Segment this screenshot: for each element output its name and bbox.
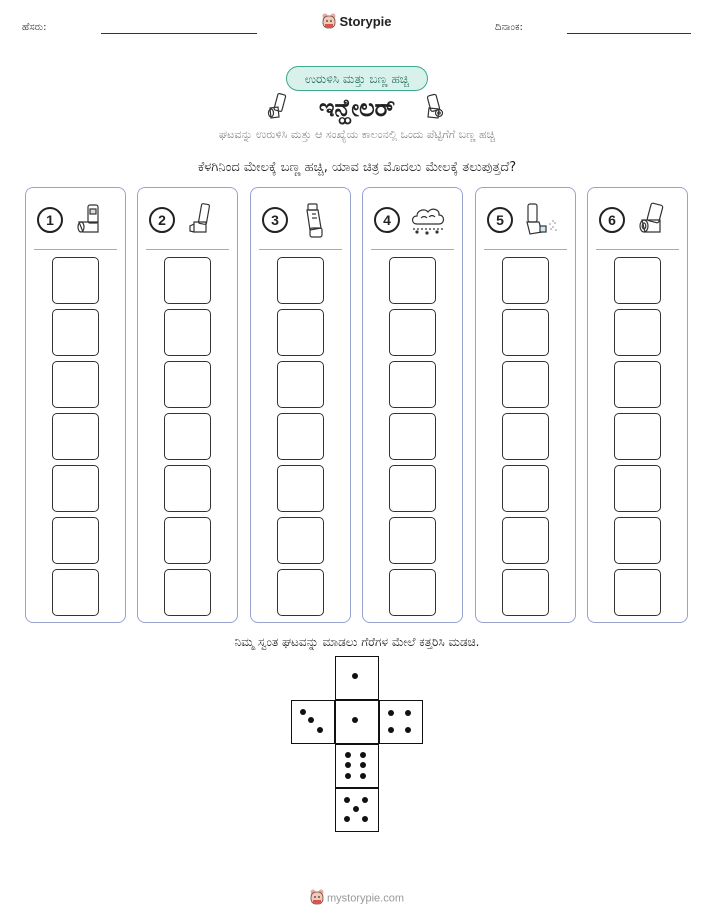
column-divider [484,249,567,250]
inhaler-icon [74,202,104,240]
color-box[interactable] [52,465,99,512]
color-box[interactable] [614,309,661,356]
column-3 [250,187,351,623]
column-number: 2 [149,207,175,233]
color-box[interactable] [502,257,549,304]
die-pip [344,816,350,822]
color-box[interactable] [614,413,661,460]
color-box[interactable] [164,465,211,512]
column-number: 5 [487,207,513,233]
inhaler-icon [423,93,447,125]
bear-logo-icon [322,13,336,32]
color-box[interactable] [502,569,549,616]
column-divider [371,249,454,250]
question-text: ಕೆಳಗಿನಿಂದ ಮೇಲಕ್ಕೆ ಬಣ್ಣ ಹಚ್ಚಿ, ಯಾವ ಚಿತ್ರ ಮೊದಲು ಮೇಲಕ್ಕೆ ತಲುಪುತ್ತದೆ? [197,160,517,175]
die-face-1[interactable] [335,700,379,744]
color-box[interactable] [502,413,549,460]
color-box[interactable] [164,257,211,304]
color-box[interactable] [52,569,99,616]
die-face-6[interactable] [335,744,379,788]
color-box[interactable] [502,517,549,564]
die-pip [362,797,368,803]
color-box[interactable] [614,465,661,512]
column-1 [25,187,126,623]
die-pip [352,717,358,723]
cut-instruction: ನಿಮ್ಮ ಸ್ವಂತ ಘಟವನ್ನು ಮಾಡಲು ಗೆರೆಗಳ ಮೇಲೆ ಕತ್ತರಿಸಿ ಮಡಚಿ. [234,635,480,649]
die-face-3[interactable] [291,700,335,744]
die-pip [360,752,366,758]
color-box[interactable] [277,465,324,512]
color-box[interactable] [164,361,211,408]
color-box[interactable] [277,257,324,304]
inhaler-icon [636,202,670,242]
color-box[interactable] [52,517,99,564]
die-pip [388,727,394,733]
page-title: ಇನ್ಹೇಲರ್ [318,94,396,122]
color-box[interactable] [502,309,549,356]
activity-tag: ಉರುಳಿಸಿ ಮತ್ತು ಬಣ್ಣ ಹಚ್ಚಿ [286,66,428,91]
color-box[interactable] [52,361,99,408]
column-2 [137,187,238,623]
color-box[interactable] [614,257,661,304]
column-number: 6 [599,207,625,233]
bear-logo-icon [310,889,324,908]
die-pip [345,752,351,758]
brand-logo [0,13,714,32]
name-label: ಹೆಸರು: [22,22,47,33]
die-pip [353,806,359,812]
column-divider [596,249,679,250]
die-pip [360,773,366,779]
color-box[interactable] [614,361,661,408]
color-box[interactable] [277,309,324,356]
die-pip [362,816,368,822]
column-divider [34,249,117,250]
column-4 [362,187,463,623]
color-box[interactable] [389,257,436,304]
color-box[interactable] [277,361,324,408]
column-divider [259,249,342,250]
color-box[interactable] [277,569,324,616]
color-box[interactable] [502,465,549,512]
die-pip [345,762,351,768]
color-box[interactable] [52,413,99,460]
column-6 [587,187,688,623]
column-number: 4 [374,207,400,233]
color-box[interactable] [277,517,324,564]
color-box[interactable] [502,361,549,408]
inhaler-spray-icon [524,202,560,242]
color-box[interactable] [164,309,211,356]
color-box[interactable] [389,413,436,460]
column-number: 3 [262,207,288,233]
die-face-4[interactable] [379,700,423,744]
die-pip [308,717,314,723]
die-pip [317,727,323,733]
color-box[interactable] [614,517,661,564]
color-box[interactable] [389,309,436,356]
die-pip [360,762,366,768]
die-face-5[interactable] [335,788,379,832]
color-box[interactable] [52,257,99,304]
color-box[interactable] [389,517,436,564]
instruction-text: ಘಟವನ್ನು ಉರುಳಿಸಿ ಮತ್ತು ಆ ಸಂಖ್ಯೆಯ ಕಾಲಂನಲ್ಲಿ ಒಂದು ಪೆಟ್ಟಿಗೆಗೆ ಬಣ್ಣ ಹಚ್ಚಿ [218,128,496,141]
die-pip [405,710,411,716]
die-pip [300,709,306,715]
die-pip [345,773,351,779]
column-number: 1 [37,207,63,233]
die-pip [344,797,350,803]
color-box[interactable] [164,569,211,616]
die-face-1[interactable] [335,656,379,700]
mist-cloud-icon [409,202,447,240]
name-line[interactable] [101,33,257,34]
inhaler-icon [186,202,216,240]
color-box[interactable] [389,465,436,512]
color-box[interactable] [389,361,436,408]
die-pip [405,727,411,733]
inhaler-icon [299,202,329,244]
footer-site[interactable]: mystorypie.com [326,892,405,905]
color-box[interactable] [277,413,324,460]
color-box[interactable] [164,413,211,460]
column-5 [475,187,576,623]
brand-name: Storypie [339,13,392,29]
die-pip [388,710,394,716]
color-box[interactable] [389,569,436,616]
color-box[interactable] [52,309,99,356]
die-pip [352,673,358,679]
footer [0,889,714,908]
color-box[interactable] [614,569,661,616]
date-line[interactable] [567,33,691,34]
date-label: ದಿನಾಂಕ: [495,22,523,33]
color-box[interactable] [164,517,211,564]
column-divider [146,249,229,250]
